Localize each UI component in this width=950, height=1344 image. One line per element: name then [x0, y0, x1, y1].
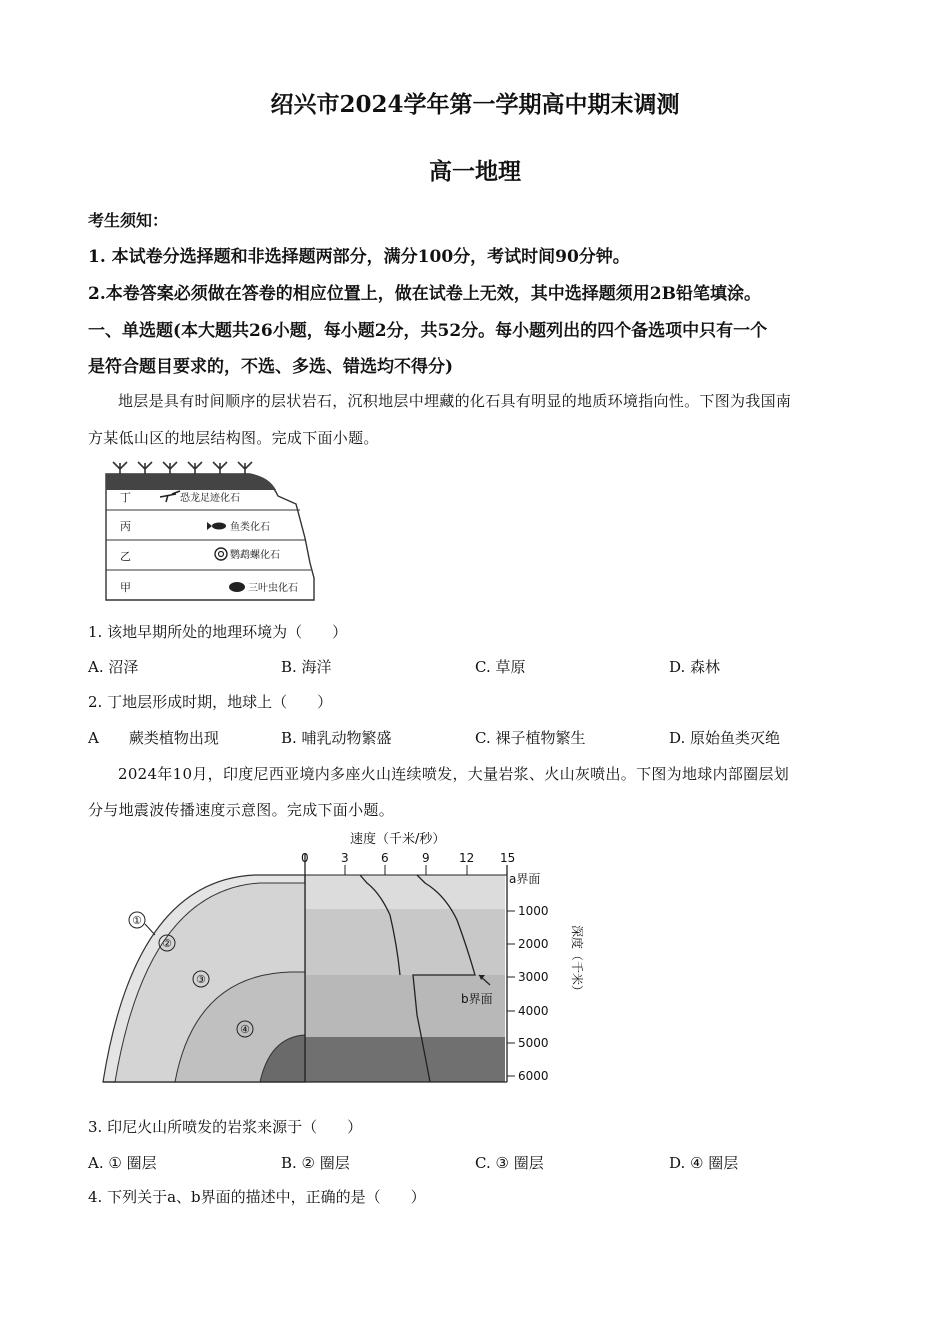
- speed-tick: 9: [422, 851, 430, 865]
- question-2-option-a[interactable]: A 蕨类植物出现: [88, 729, 219, 747]
- layer-circle-3: ③: [196, 973, 206, 986]
- depth-tick: 3000: [518, 970, 549, 984]
- question-3-stem: 3. 印尼火山所喷发的岩浆来源于（ ）: [88, 1118, 363, 1136]
- question-3-option-c[interactable]: C. ③ 圈层: [475, 1154, 544, 1172]
- depth-tick: 6000: [518, 1069, 549, 1083]
- depth-tick: 2000: [518, 937, 549, 951]
- notice-item-1: 1. 本试卷分选择题和非选择题两部分，满分100分，考试时间90分钟。: [88, 247, 630, 267]
- fossil-label: 鱼类化石: [230, 522, 270, 533]
- speed-tick: 15: [500, 851, 516, 865]
- question-1-stem: 1. 该地早期所处的地理环境为（ ）: [88, 623, 348, 641]
- speed-tick: 6: [381, 851, 389, 865]
- b-interface-label: b界面: [461, 992, 493, 1006]
- exam-subject: 高一地理: [429, 158, 521, 185]
- question-1-option-d[interactable]: D. 森林: [669, 658, 721, 676]
- depth-axis-title: 深度（千米）: [570, 925, 584, 998]
- exam-title: 绍兴市2024学年第一学期高中期末调测: [270, 91, 680, 118]
- passage-2-line-1: 2024年10月，印度尼西亚境内多座火山连续喷发，大量岩浆、火山灰喷出。下图为地球内部圈层划: [118, 765, 790, 783]
- section-heading-line-2: 是符合题目要求的，不选、多选、错选均不得分): [88, 357, 454, 377]
- a-interface-label: a界面: [509, 872, 541, 886]
- trilobite-icon: [229, 582, 245, 592]
- question-2-stem: 2. 丁地层形成时期，地球上（ ）: [88, 693, 333, 711]
- section-heading-line-1: 一、单选题(本大题共26小题，每小题2分，共52分。每小题列出的四个备选项中只有一个: [88, 321, 768, 341]
- question-2-option-d[interactable]: D. 原始鱼类灭绝: [669, 729, 781, 747]
- speed-tick: 3: [341, 851, 349, 865]
- question-2-option-b[interactable]: B. 哺乳动物繁盛: [281, 729, 392, 747]
- depth-tick: 1000: [518, 904, 549, 918]
- fossil-label: 三叶虫化石: [248, 583, 298, 594]
- question-3-option-d[interactable]: D. ④ 圈层: [669, 1154, 739, 1172]
- question-1-option-b[interactable]: B. 海洋: [281, 658, 332, 676]
- speed-axis-title: 速度（千米/秒）: [350, 832, 446, 847]
- speed-tick: 12: [459, 851, 475, 865]
- depth-tick: 5000: [518, 1036, 549, 1050]
- layer-circle-2: ②: [162, 937, 172, 950]
- layer-name: 丁: [120, 491, 131, 504]
- passage-1-line-1: 地层是具有时间顺序的层状岩石，沉积地层中埋藏的化石具有明显的地质环境指向性。下图为我国南: [118, 392, 792, 410]
- earth-interior-chart: [95, 825, 595, 1090]
- fish-icon: [212, 523, 226, 530]
- passage-2-line-2: 分与地震波传播速度示意图。完成下面小题。: [88, 801, 395, 819]
- layer-name: 丙: [120, 520, 131, 533]
- layer-circle-4: ④: [240, 1023, 250, 1036]
- passage-1-line-2: 方某低山区的地层结构图。完成下面小题。: [88, 429, 379, 447]
- layer-name: 甲: [120, 581, 131, 594]
- strata-diagram: [100, 458, 330, 608]
- plant-icons: [113, 462, 252, 474]
- notice-heading: 考生须知：: [88, 211, 169, 230]
- question-1-option-c[interactable]: C. 草原: [475, 658, 526, 676]
- notice-item-2: 2.本卷答案必须做在答卷的相应位置上，做在试卷上无效，其中选择题须用2B铅笔填涂。: [88, 284, 761, 304]
- layer-name: 乙: [120, 550, 131, 563]
- layer-circle-1: ①: [132, 914, 142, 927]
- question-3-option-a[interactable]: A. ① 圈层: [88, 1154, 157, 1172]
- fossil-label: 鹦鹉螺化石: [230, 550, 280, 561]
- speed-tick: 0: [301, 851, 309, 865]
- question-2-option-c[interactable]: C. 裸子植物繁生: [475, 729, 586, 747]
- fossil-label: 恐龙足迹化石: [180, 493, 240, 504]
- question-3-option-b[interactable]: B. ② 圈层: [281, 1154, 350, 1172]
- question-1-option-a[interactable]: A. 沼泽: [88, 658, 139, 676]
- depth-tick: 4000: [518, 1004, 549, 1018]
- question-4-stem: 4. 下列关于a、b界面的描述中，正确的是（ ）: [88, 1188, 426, 1206]
